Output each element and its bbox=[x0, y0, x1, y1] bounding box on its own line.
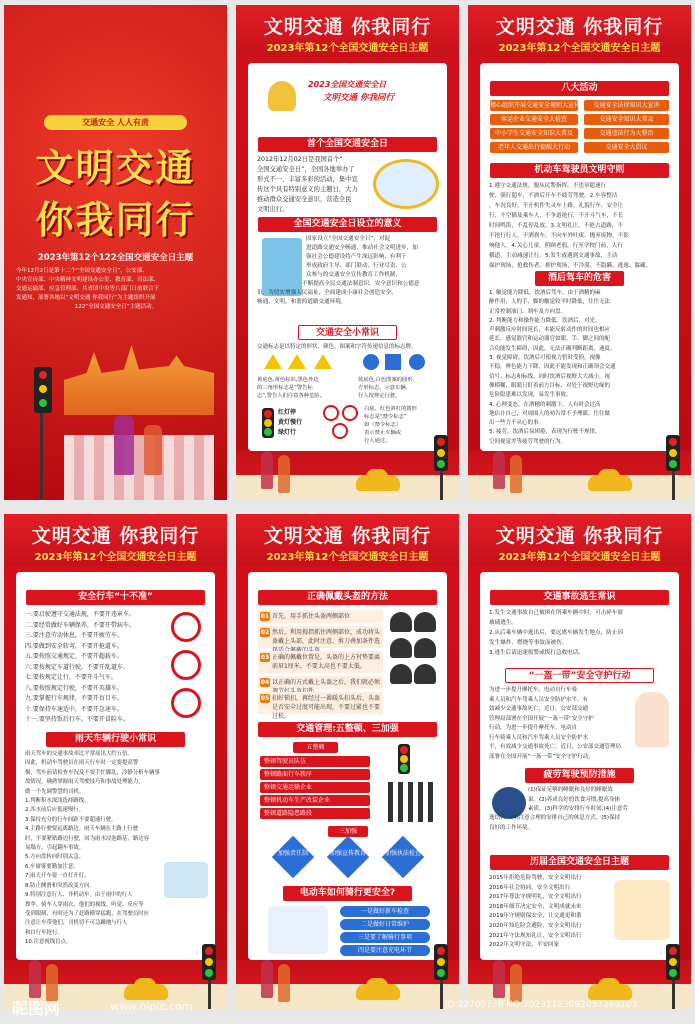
text-line: 表示禁止车辆或 bbox=[364, 430, 402, 436]
cover-title-line2: 你我同行 bbox=[35, 198, 196, 242]
activity-tag: 中小学生交通安全知识大普及 bbox=[490, 128, 578, 139]
rules-list bbox=[25, 610, 165, 726]
text-line: 地估计自己，对周围人的劝告常不予理睬，往往做 bbox=[489, 410, 611, 417]
section-intro: 交通标志是以特定的形状、颜色、图案和字符传递信息的标志牌。 bbox=[257, 344, 417, 350]
ebike-tip: 二是做好日常维护 bbox=[340, 919, 430, 930]
rule-item: 三.要注意劳动休息，不要开疲劳车。 bbox=[25, 632, 123, 639]
three-strengthen-item: 加强宣传教育 bbox=[329, 850, 366, 857]
poster-header bbox=[4, 514, 227, 566]
activity-tag: 交通安全知识大普及 bbox=[584, 114, 669, 125]
helmet-step: 02 然后，利用拇指抓住两侧部位，成功将头盔戴上头部，此时注意，剪刀叠加条件选 bbox=[258, 626, 383, 648]
rule-item: 十.要保持车速适中，不要开急速车。 bbox=[25, 705, 123, 713]
text-line: 3.逃生后请迅速报警或拨打急救电话。 bbox=[489, 650, 584, 656]
text-line: 乘人员和汽车驾乘人员安全防护水平，有 bbox=[489, 696, 589, 703]
ebike-rider-illustration bbox=[268, 906, 328, 954]
section-text bbox=[257, 155, 369, 215]
rider-illustration bbox=[268, 81, 296, 111]
text-line: 9.特别注意行人、非机动车。由于雨中的行人 bbox=[25, 892, 133, 899]
poster-activities bbox=[468, 5, 691, 500]
poster-escape bbox=[468, 514, 691, 1009]
text-line: 5. 疲劳。饮酒后易困倦，表现为行驶不规律， bbox=[489, 429, 601, 436]
text-line: 形式不一、丰富多彩的活动，集中宣 bbox=[257, 176, 358, 183]
poster-traffic-day bbox=[236, 5, 459, 500]
text-line: 不稳，辨色能力下降，因此不能发现和正确领会交通 bbox=[489, 364, 616, 371]
text-line: 故情况，确熟掌握雨天驾驶技巧和事故处理能力， bbox=[25, 779, 144, 786]
text-line: 绿灯行 bbox=[278, 429, 297, 436]
intro-line: 今年12月2日是第十二个“全国交通安全日”，公安部、 bbox=[16, 268, 148, 274]
pedestrian-figure bbox=[114, 415, 134, 475]
text-line: 7.雨天开车要一直打开灯。 bbox=[25, 873, 90, 880]
poster-header bbox=[468, 514, 691, 566]
text-line: 横道，主动减速让行。5.发生或遇到交通事故，主动 bbox=[489, 253, 618, 259]
text-line: 信号、标志和标线。同时饮酒后视野大大减小，视 bbox=[489, 373, 611, 380]
cover-theme: 2023年第12个122全国交通安全日主题 bbox=[37, 253, 194, 263]
five-rectify-item: 整顿道路隐患路段 bbox=[260, 808, 370, 819]
text-line: 4. 心理变态。在酒精的刺激下，人有时会过高 bbox=[489, 401, 601, 408]
helmet-icon bbox=[414, 664, 436, 684]
header-subtitle: 2023年第12个全国交通安全日主题 bbox=[34, 552, 197, 563]
intro-line: 122“全国交通安全日”主题活动。 bbox=[74, 304, 158, 310]
children-illustration bbox=[614, 880, 670, 940]
theme-item: 2021年守法规知礼让，安全文明出行 bbox=[489, 932, 582, 939]
rule-item: 十一.要坚持饭后行车，不要开冒险车。 bbox=[25, 716, 129, 723]
text-line: 志”,警告人们注意各种危险。 bbox=[257, 393, 325, 399]
three-strengthen-item: 加强责任制 bbox=[277, 850, 308, 857]
text-line: 红灯停 bbox=[278, 409, 297, 416]
three-strengthen-item: 加强执法检查 bbox=[384, 850, 421, 857]
text-line: 出一些力不从心的事。 bbox=[489, 420, 545, 427]
text-line: 1. 触觉能力降低。饮酒后驾车，由于酒精的麻 bbox=[489, 290, 601, 296]
helmet-step: 05 扣好锁扣，再经过一番暖头扣头后，头盔是否安全过度可能出现，不要过紧也不要过松。 bbox=[258, 692, 383, 714]
rule-item: 四.要做到安全转弯，不要开抢道车。 bbox=[25, 642, 123, 650]
cover-title-line1: 文明交通 bbox=[35, 146, 196, 190]
traffic-light-icon bbox=[666, 944, 680, 980]
text-line: 畅通、文明、和谐的道路交通环境。 bbox=[257, 299, 347, 305]
text-line: 和自行车抢行。 bbox=[25, 929, 63, 936]
activity-tag: 交通安全大倡议 bbox=[584, 142, 669, 153]
text-line: 2012年12月02日是我国首个“ bbox=[257, 156, 343, 163]
section-heading: 雨天车辆行驶小常识 bbox=[46, 732, 185, 747]
helmet-icon bbox=[390, 638, 412, 658]
bicycle-sign-icon bbox=[363, 354, 379, 370]
header-subtitle: 2023年第12个全国交通安全日主题 bbox=[498, 43, 661, 54]
section-text bbox=[489, 608, 670, 658]
text-line: 玻璃逃生。 bbox=[489, 620, 517, 626]
car-icon bbox=[588, 475, 632, 491]
banner-line1: 2023全国交通安全日 bbox=[308, 80, 387, 89]
text-line: 合功能发生障碍，因此，无法正确判断距离、速度。 bbox=[489, 345, 616, 352]
section-text bbox=[489, 814, 670, 833]
helmet-icon bbox=[390, 612, 412, 632]
text-line: 标志是“禁令标志” bbox=[364, 414, 407, 420]
step-text: 正确的佩戴位置是，头盔的上方衬垫要离前眉1厘米，不要太高也不要太低。 bbox=[272, 654, 381, 670]
helmet-rider-illustration bbox=[635, 692, 669, 747]
text-line: 醉作用，人的手、脚的触觉较平时降低，往往无法 bbox=[489, 299, 611, 306]
watermark-bar bbox=[0, 988, 695, 1024]
crosswalk bbox=[64, 435, 214, 500]
text-line: 驶、强行超车，不酒后开车不疲劳驾驶。2.车容整洁 bbox=[489, 193, 618, 199]
theme-item: 2018年细节决定安全，文明成就未来 bbox=[489, 903, 582, 910]
activity-tag: 老年人交通出行提醒大行动 bbox=[490, 142, 578, 153]
section-heading: 八大活动 bbox=[490, 81, 669, 96]
text-line: 行车骑乘人员和汽车驾乘人员安全防护水 bbox=[489, 734, 589, 741]
diamond-badge bbox=[382, 836, 424, 878]
rule-item: 一.要启驶遵守交通法规，不要开违章车。 bbox=[25, 611, 135, 618]
text-line: 雨天驾车的交通事故率比平常高出大约五倍。 bbox=[25, 751, 133, 757]
section-text bbox=[306, 235, 439, 280]
helmet-step: 01 首先，用手抓住头盔两侧部位 bbox=[258, 610, 383, 623]
rule-item: 八.要按照规定行驶，不要开英雄车。 bbox=[25, 684, 123, 692]
rain-driving-illustration bbox=[164, 862, 208, 898]
text-line: 危险隐患难以发现，易发生事故。 bbox=[489, 392, 572, 399]
text-line: 正常控制油门、刹车及方向盘。 bbox=[489, 308, 567, 315]
text-line: 全国交通安全日”，全国各地举办了 bbox=[257, 166, 355, 173]
header-title: 文明交通 你我同行 bbox=[263, 16, 432, 38]
car-icon bbox=[356, 475, 400, 491]
text-line: 识，为切实增强人民福祉，全面建成小康社会创造安全、 bbox=[257, 290, 397, 296]
text-line: 黄灯慢行 bbox=[278, 419, 303, 426]
traffic-light-icon bbox=[434, 435, 448, 471]
five-rectify-item: 整顿驾驶员队伍 bbox=[260, 756, 370, 767]
poster-helmet bbox=[236, 514, 459, 1009]
warning-sign-icon bbox=[264, 354, 282, 369]
text-line: 撑伞、骑车人穿雨衣，他们的视线、听觉、反应等 bbox=[25, 901, 144, 908]
text-line: 效减少交通事故死亡，近日，公安部交通 bbox=[489, 706, 589, 712]
text-line: 行动，为进一步提升摩托车、电动自 bbox=[489, 725, 578, 731]
pedestrian-figure bbox=[261, 451, 273, 489]
text-line: 10.注意视线盲点。 bbox=[25, 939, 72, 946]
no-drink-driving-icon bbox=[171, 612, 201, 642]
text-line: 1.遵守交通法规，服从民警指挥，不违章超速行 bbox=[489, 183, 607, 189]
prohibition-sign-icon bbox=[332, 423, 348, 439]
text-line: 注意让车带他们，司机切不可急躁地与行人 bbox=[25, 920, 128, 927]
step-text: 首先，用手抓住头盔两侧部位 bbox=[272, 613, 351, 620]
text-line: 1.判断积水深浅选择路线。 bbox=[25, 798, 90, 805]
crosswalk-illustration bbox=[388, 782, 438, 822]
traffic-light-icon bbox=[262, 408, 274, 438]
text-line: 时，不要紧贴路边行驶，因为雨水浸泡路基，路边容 bbox=[25, 835, 149, 842]
rule-item: 五.要按照交通规定，不要开超载车。 bbox=[25, 653, 123, 660]
text-line: 延长，感觉器官和运动器官如眼、手、脚之间的配 bbox=[489, 336, 611, 343]
text-line: 6.车窗雾要勤加注意。 bbox=[25, 863, 79, 870]
pedestrian-figure bbox=[278, 455, 290, 493]
text-line: 逸结合。(4)注意合理的安排自己的休息方式。(5)保持 bbox=[489, 815, 621, 821]
text-line: 发生爆炸、燃烧等事故而被伤。 bbox=[489, 640, 568, 646]
poster-cover bbox=[4, 5, 227, 500]
text-line: 部署在全国开展“一盔一带”安全守护行动。 bbox=[489, 753, 594, 760]
traffic-light-icon bbox=[202, 944, 216, 980]
rule-item: 二.要经常做好车辆保养，不要开带病车。 bbox=[25, 621, 135, 629]
five-rectify-title: 五整顿 bbox=[293, 742, 338, 753]
section-heading: 安全行车“十不准” bbox=[26, 590, 205, 605]
theme-item: 2017年尊法守规明礼，安全文明出行 bbox=[489, 894, 582, 901]
text-line: 5.方向盘转向时别太急。 bbox=[25, 854, 85, 861]
ebike-tip: 四是要注意充电环节 bbox=[340, 945, 430, 956]
text-line: 良好的工作环境。 bbox=[489, 824, 534, 831]
text-line: 不断提高全民交通法制意识、安全意识和公德意 bbox=[302, 281, 420, 287]
diamond-badge bbox=[327, 836, 369, 878]
ebike-tip: 三是要了解骑行事项 bbox=[340, 932, 430, 943]
text-line: 2.从后乘车辆中逃出后，要远离车辆发生地点，防止因 bbox=[489, 630, 623, 636]
section-heading: 交通事故逃生常识 bbox=[490, 590, 669, 605]
text-line: 响他人。4.关心儿童，照顾老弱，行至学校门前，人行 bbox=[489, 243, 623, 249]
content-card bbox=[248, 63, 447, 451]
pedestrian-figure bbox=[510, 455, 522, 493]
text-line: 文明出行。 bbox=[257, 206, 289, 213]
activity-tag: 交通安全法律知识大宣讲 bbox=[584, 100, 669, 111]
five-rectify-item: 整顿交通运输企业 bbox=[260, 782, 370, 793]
text-line: 如（禁令标志） bbox=[364, 422, 402, 428]
text-line: 素质。(3)科学的安排行车时间,(4)注意劳 bbox=[528, 806, 628, 812]
warning-sign-icon bbox=[288, 354, 306, 369]
text-line: 进道路交通安全畅通，推动社会文明进步，加 bbox=[306, 245, 418, 251]
text-line: 强社会公德建设将产生深远影响，有利于 bbox=[306, 254, 407, 260]
content-card bbox=[480, 63, 679, 451]
helmet-step: 03 正确的佩戴位置是，头盔的上方衬垫要离前眉1厘米，不要太高也不要太低。 bbox=[258, 651, 383, 673]
text-line: 传这个具有特别意义的主题日，大力 bbox=[257, 186, 358, 193]
helmet-icon bbox=[414, 612, 436, 632]
content-card bbox=[480, 572, 679, 960]
diamond-badge bbox=[272, 836, 314, 878]
text-line: 方形标志，示意车辆、 bbox=[358, 385, 411, 391]
section-text bbox=[257, 280, 438, 307]
step-text: 然后，利用拇指抓住两侧部位，成功将头盔戴上头部，此时注意，剪刀叠加条件选 bbox=[272, 629, 381, 645]
cover-slogan: 交通安全 人人有责 bbox=[44, 115, 187, 130]
prohibition-sign-icon bbox=[342, 405, 358, 421]
pedestrian-figure bbox=[493, 451, 505, 489]
header-title: 文明交通 你我同行 bbox=[495, 525, 664, 547]
header-subtitle: 2023年第12个全国交通安全日主题 bbox=[266, 43, 429, 54]
content-card bbox=[16, 572, 215, 960]
poster-safe-driving bbox=[4, 514, 227, 1009]
text-line: 2. 判断能力和操作能力降低。饮酒后，对光、 bbox=[489, 317, 601, 324]
text-line: 3. 视觉障碍。饮酒后可使视力暂时受损，视像 bbox=[489, 355, 601, 362]
section-text bbox=[528, 786, 670, 815]
header-title: 文明交通 你我同行 bbox=[495, 16, 664, 38]
text-line: (1)保证足够的睡眠和良好的睡眠效 bbox=[528, 787, 613, 793]
text-line: 国家设立“全国交通安全日”，对促 bbox=[306, 236, 391, 242]
five-rectify-item: 整顿机动车生产改装企业 bbox=[260, 795, 370, 806]
step-text: 以正确的方式戴上头盔之后，我们就必须 bbox=[272, 679, 381, 686]
text-line: 白底、红色斜杠的圆形 bbox=[364, 406, 417, 412]
section-heading: 首个全国交通安全日 bbox=[258, 137, 437, 152]
crosswalk-sign-icon bbox=[385, 354, 401, 370]
text-line: 黄底色,黄色标识,黑色外边 bbox=[257, 377, 319, 383]
activity-tag: 交通违法行为大整治 bbox=[584, 128, 669, 139]
text-line: 不抢行行人，不洒刹车，不向车外吐痰、抛弃废物，不影 bbox=[489, 233, 629, 239]
text-line: 管理局部署在全国开展“一盔一带”安全守护 bbox=[489, 715, 594, 722]
traffic-light-icon bbox=[398, 744, 410, 774]
activity-tag: 客运企业交通安全大检查 bbox=[490, 114, 578, 125]
poster-header bbox=[236, 5, 459, 57]
text-line: ，车况良好，不开机件失灵车上路。礼貌行车，安全让 bbox=[489, 203, 624, 209]
text-line: 果。(2)养成良好的饮食习惯,提高身体 bbox=[528, 796, 621, 803]
text-line: 形成政府主导、部门联动、行业尽责、公 bbox=[306, 263, 407, 269]
section-heading: “一盔一带”安全守护行动 bbox=[505, 668, 654, 683]
helmet-icon bbox=[390, 664, 412, 684]
watermark-url: www.nipic.com bbox=[110, 1000, 193, 1013]
section-heading: 历届全国交通安全日主题 bbox=[490, 855, 669, 870]
text-line: 保护现场，抢救伤者，抑护现场，不冷漠、不隐瞒、逃逸、躲藏。 bbox=[489, 263, 652, 269]
pedestrian-figure bbox=[144, 425, 162, 475]
helmet-step: 04 以正确的方式戴上头盔之后，我们就必须 bbox=[258, 676, 383, 689]
poster-header bbox=[468, 5, 691, 57]
text-line: 行，不空猫及乘车人，不争道抢行，不开斗气车，不长 bbox=[489, 213, 624, 219]
traffic-light-pole bbox=[40, 405, 43, 500]
intro-line: 交通运输部、应急管理部、共青团中央等八部门日前联合下 bbox=[16, 286, 160, 292]
rule-item: 七.要按规定让行，不要开斗气车。 bbox=[25, 674, 117, 681]
three-strengthen-title: 三加强 bbox=[328, 826, 368, 837]
no-speeding-icon bbox=[171, 650, 201, 680]
sign-text bbox=[358, 376, 440, 400]
light-rule-text bbox=[278, 408, 316, 438]
text-line: 蓝底色,白色图案的圆形、 bbox=[358, 377, 418, 383]
step-text: 扣好锁扣，再经过一番暖头扣头后，头盔是否安全过度可能出现，不要过紧也不要过松。 bbox=[272, 695, 381, 720]
rule-item: 六.要按规定车道行驶，不要开乱道车。 bbox=[25, 663, 129, 671]
watermark-logo: 昵图网 bbox=[12, 999, 61, 1018]
banner-line2: 文明交通 你我同行 bbox=[323, 93, 394, 103]
direction-sign-icon bbox=[409, 354, 425, 370]
intro-line: 发通知，部署各地以“文明交通 你我同行”为主题组织开展 bbox=[16, 295, 156, 301]
text-line: 因此，机动车驾驶员在雨天行车时一定要提高警 bbox=[25, 760, 139, 767]
section-heading: 机动车驾驶员文明守则 bbox=[490, 163, 669, 178]
cover-intro bbox=[16, 267, 216, 312]
five-rectify-item: 整顿路面行车秩序 bbox=[260, 769, 370, 780]
intro-line: 中央宣传部、中央精神文明建设办公室、教育部、司法部、 bbox=[16, 277, 160, 283]
header-title: 文明交通 你我同行 bbox=[263, 525, 432, 547]
section-text bbox=[489, 686, 629, 762]
rule-item: 九.要掌握行车规律，不要开盲目车。 bbox=[25, 695, 123, 702]
no-phone-icon bbox=[171, 688, 201, 718]
section-heading: 疲劳驾驶预防措施 bbox=[525, 768, 634, 783]
text-line: 平，有效减少交通事故死亡，近日，公安部交通管理局 bbox=[489, 744, 622, 750]
text-line: 为进一步提升摩托车、电动自行车骑 bbox=[489, 687, 578, 693]
section-text bbox=[489, 289, 670, 447]
theme-item: 2020年知危险会避险，安全文明出行 bbox=[489, 922, 582, 929]
text-line: 行人按规定行驶。 bbox=[358, 393, 401, 399]
text-line: 3.保持充分的行车间距不要超速行驶。 bbox=[25, 816, 117, 823]
text-line: 受到限制，有时还为了赶路横穿猛跑，在驾驶员时应 bbox=[25, 910, 149, 917]
traffic-light-icon bbox=[34, 367, 52, 413]
section-heading: 交通安全小常识 bbox=[298, 325, 397, 340]
section-text bbox=[489, 181, 670, 271]
poster-header bbox=[236, 514, 459, 566]
theme-item: 2015年拒绝危险驾驶，安全文明出行 bbox=[489, 875, 582, 881]
text-line: 推动群众交通安全意识，营造全民 bbox=[257, 196, 352, 203]
text-line: 空间视觉差等疲劳驾驶的行为。 bbox=[489, 438, 567, 445]
text-line: 2.涉水前后应低速慢行。 bbox=[25, 807, 85, 814]
section-heading: 全国交通安全日设立的意义 bbox=[258, 217, 437, 232]
theme-item: 2022年文明守法，平安回家 bbox=[489, 942, 560, 949]
section-text bbox=[25, 750, 206, 948]
ebike-tip: 一是做好新车检查 bbox=[340, 906, 430, 917]
text-line: 惕，驾车前请检查车况及不要手忙脚乱，冷静分析车辆事 bbox=[25, 769, 160, 776]
theme-item: 2016年社会协同，安全文明出行 bbox=[489, 884, 571, 891]
header-title: 文明交通 你我同行 bbox=[31, 525, 200, 547]
sign-text bbox=[364, 405, 440, 445]
helmet-icon bbox=[414, 638, 436, 658]
activity-tag: 精心组织开展交通安全规则大宣传 bbox=[490, 102, 581, 109]
warning-sign-icon bbox=[314, 354, 332, 369]
text-line: 的三角形标志是”警告标 bbox=[257, 385, 313, 391]
traffic-light-icon bbox=[666, 435, 680, 471]
car-illustration bbox=[373, 159, 439, 209]
text-line: 行人通过。 bbox=[364, 438, 391, 444]
section-heading: 正确佩戴头盔的方法 bbox=[258, 590, 437, 605]
text-line: 声刺激反应时间延长，本能反射动作的时间也相应 bbox=[489, 327, 611, 334]
section-heading: 交通管理:五整顿、三加强 bbox=[258, 722, 437, 737]
theme-item: 2019年守规则保安全，让交通更和谐 bbox=[489, 913, 582, 920]
text-line: 时间鸣笛，不乱停乱放。3.文明礼让，不抢占道路，不 bbox=[489, 223, 623, 229]
themes-list bbox=[489, 874, 609, 951]
text-line: 像模糊，眼睛只盯着前方目标，对处于视野边缘的 bbox=[489, 382, 611, 389]
section-heading: 酒后驾车的危害 bbox=[535, 271, 624, 286]
header-subtitle: 2023年第12个全国交通安全日主题 bbox=[266, 552, 429, 563]
traffic-light-icon bbox=[434, 944, 448, 980]
section-heading: 电动车如何骑行更安全? bbox=[283, 886, 412, 901]
text-line: 众参与的交通安全宣传教育工作机制， bbox=[306, 272, 402, 278]
sign-text bbox=[257, 376, 352, 400]
text-line: 易塌方，引起翻车事故。 bbox=[25, 845, 85, 852]
text-line: 8.防止侧滑和突然改变方向。 bbox=[25, 882, 95, 889]
watermark-id: ID:22709738 NO:20231123092057260103 bbox=[445, 1000, 638, 1010]
header-subtitle: 2023年第12个全国交通安全日主题 bbox=[498, 552, 661, 563]
text-line: 1.发生交通事故自己被困在所乘车辆中时，可击碎车窗 bbox=[489, 610, 623, 616]
prohibition-sign-icon bbox=[323, 405, 339, 421]
content-card bbox=[248, 572, 447, 960]
text-line: 做一个先调警慧的司机。 bbox=[25, 788, 85, 795]
text-line: 4.主路行驶要远离路边。雨天车辆在主路上行驶 bbox=[25, 826, 138, 833]
